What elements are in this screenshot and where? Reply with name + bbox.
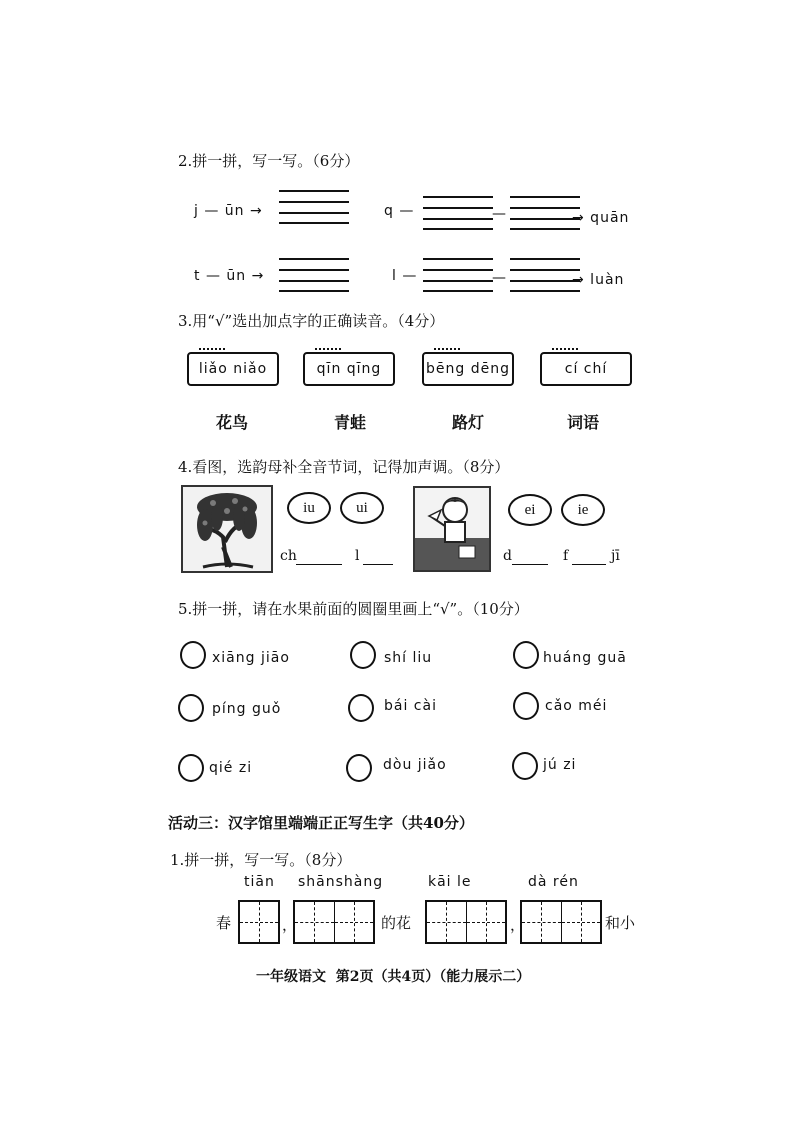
- q2-row1-mid-left: q —: [384, 203, 415, 219]
- writing-grid[interactable]: [238, 900, 280, 944]
- sentence-text: ，: [510, 916, 526, 934]
- syllable-ji: jī: [611, 548, 620, 564]
- option-iu[interactable]: iu: [287, 492, 331, 524]
- q2-title: 2.拼一拼，写一写。（6分）: [178, 152, 360, 170]
- q3-title: 3.用“√”选出加点字的正确读音。（4分）: [178, 312, 445, 330]
- q2-row1-dash: —: [492, 206, 507, 222]
- pinyin-lines[interactable]: [423, 258, 493, 292]
- pinyin-lines[interactable]: [279, 190, 349, 224]
- q2-row2-dash: —: [492, 270, 507, 286]
- pinyin-lines[interactable]: [510, 258, 580, 292]
- q2-row1-right: → quān: [572, 210, 630, 226]
- pinyin-scroll-card[interactable]: qīn qīng: [303, 352, 395, 386]
- q3-word: 路灯: [452, 413, 485, 432]
- answer-blank[interactable]: [512, 564, 548, 565]
- fruit-option: cǎo méi: [545, 698, 608, 714]
- check-circle[interactable]: [348, 694, 374, 722]
- answer-blank[interactable]: [296, 564, 342, 565]
- blank-ch: ch: [280, 548, 297, 564]
- answer-blank[interactable]: [572, 564, 606, 565]
- q2-row2-right: → luàn: [572, 272, 625, 288]
- q4-title: 4.看图，选韵母补全音节词，记得加声调。（8分）: [178, 458, 510, 476]
- check-circle[interactable]: [346, 754, 372, 782]
- check-circle[interactable]: [513, 641, 539, 669]
- fruit-option: shí liu: [384, 650, 433, 666]
- fruit-option: dòu jiǎo: [383, 757, 447, 773]
- pinyin-scroll-card[interactable]: bēng dēng: [422, 352, 514, 386]
- pinyin-lines[interactable]: [423, 196, 493, 230]
- option-ei[interactable]: ei: [508, 494, 552, 526]
- pinyin-prompt: tiān: [244, 874, 275, 890]
- sentence-text: 的花: [381, 914, 412, 932]
- sentence-text: 和小: [605, 914, 636, 932]
- check-circle[interactable]: [513, 692, 539, 720]
- activity3-q1-title: 1.拼一拼，写一写。（8分）: [170, 851, 352, 869]
- sentence-text: ，: [282, 916, 298, 934]
- fruit-option: bái cài: [384, 698, 437, 714]
- q3-word: 花鸟: [216, 413, 249, 432]
- page-footer: 一年级语文 第2页（共4页）（能力展示二）: [256, 969, 531, 985]
- check-circle[interactable]: [178, 694, 204, 722]
- check-circle[interactable]: [350, 641, 376, 669]
- q3-word: 青蛙: [334, 413, 367, 432]
- pinyin-prompt: dà rén: [528, 874, 579, 890]
- q5-title: 5.拼一拼，请在水果前面的圆圈里画上“√”。（10分）: [178, 600, 529, 618]
- q2-row1-left: j — ūn →: [194, 203, 263, 219]
- pinyin-scroll-card[interactable]: cí chí: [540, 352, 632, 386]
- blank-d: d: [503, 548, 512, 564]
- check-circle[interactable]: [180, 641, 206, 669]
- fruit-option: huáng guā: [543, 650, 627, 666]
- activity3-title: 活动三：汉字馆里端端正正写生字（共40分）: [168, 814, 474, 832]
- fruit-option: jú zi: [543, 757, 577, 773]
- blank-l: l: [355, 548, 360, 564]
- sentence-text: 春: [216, 914, 232, 932]
- fruit-option: xiāng jiāo: [212, 650, 290, 666]
- pinyin-prompt: kāi le: [428, 874, 472, 890]
- option-ui[interactable]: ui: [340, 492, 384, 524]
- pinyin-scroll-card[interactable]: liǎo niǎo: [187, 352, 279, 386]
- q2-row2-left: t — ūn →: [194, 268, 265, 284]
- blank-f: f: [563, 548, 569, 564]
- option-ie[interactable]: ie: [561, 494, 605, 526]
- pinyin-lines[interactable]: [279, 258, 349, 292]
- q2-row2-mid-left: l —: [392, 268, 418, 284]
- boy-icon: [415, 488, 489, 570]
- fruit-option: qié zi: [209, 760, 253, 776]
- pinyin-lines[interactable]: [510, 196, 580, 230]
- answer-blank[interactable]: [363, 564, 393, 565]
- check-circle[interactable]: [512, 752, 538, 780]
- tree-icon: [183, 487, 271, 571]
- pinyin-prompt: shānshàng: [298, 874, 384, 890]
- writing-grid[interactable]: [425, 900, 507, 944]
- willow-tree-picture: [181, 485, 273, 573]
- check-circle[interactable]: [178, 754, 204, 782]
- boy-kite-picture: [413, 486, 491, 572]
- writing-grid[interactable]: [520, 900, 602, 944]
- writing-grid[interactable]: [293, 900, 375, 944]
- fruit-option: píng guǒ: [212, 701, 282, 717]
- q3-word: 词语: [567, 413, 600, 432]
